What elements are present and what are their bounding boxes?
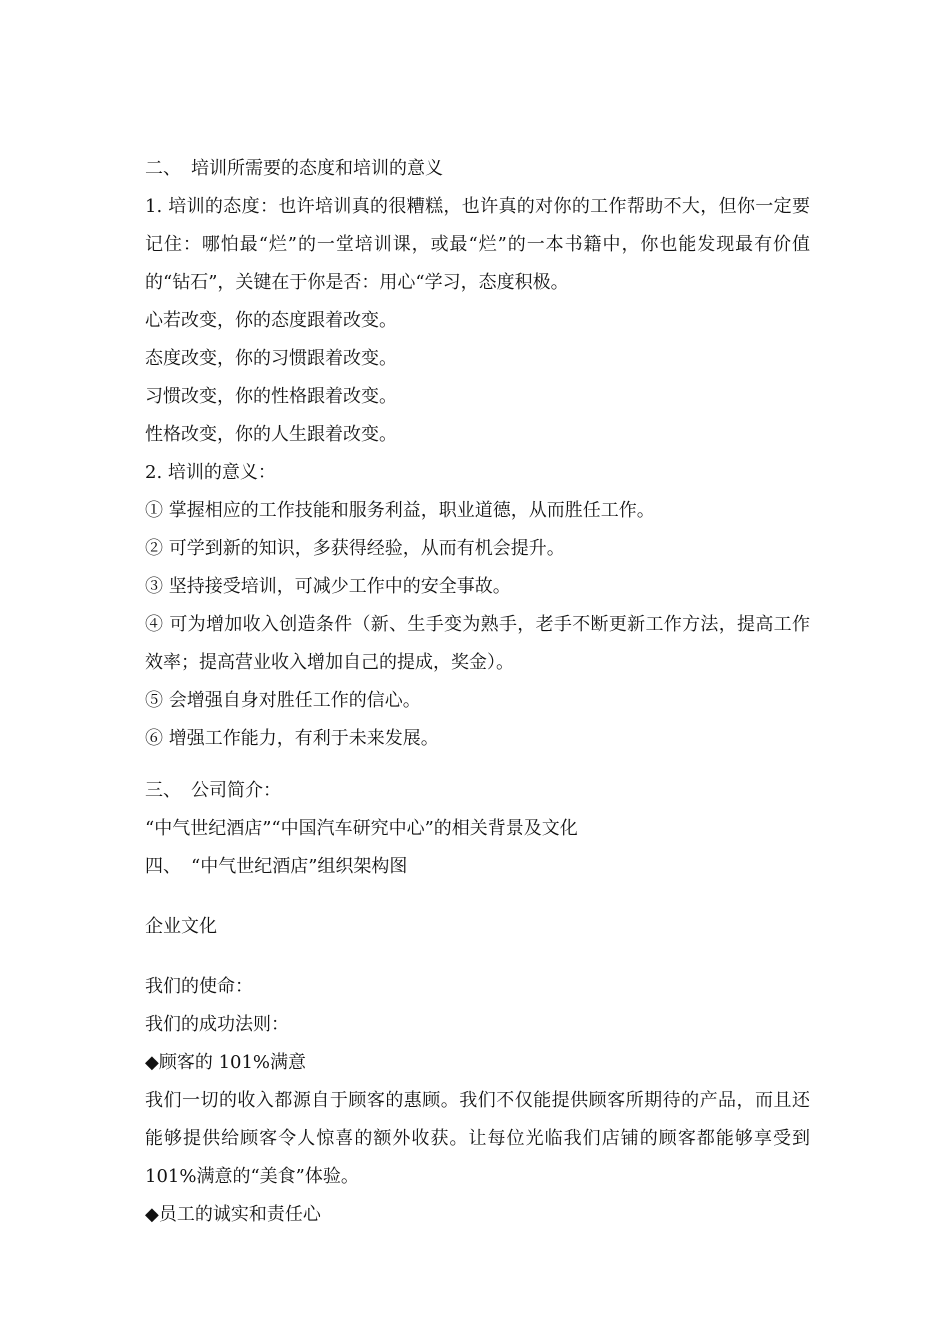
meaning-item: ② 可学到新的知识，多获得经验，从而有机会提升。 (145, 538, 565, 559)
culture-title: 企业文化 (145, 916, 217, 937)
meaning-item: ④ 可为增加收入创造条件（新、生手变为熟手，老手不断更新工作方法，提高工作效率；提高营业收入增加自己的提成，奖金）。 (145, 614, 810, 673)
meaning-item: ⑥ 增强工作能力，有利于未来发展。 (145, 728, 439, 749)
meaning-item: ⑤ 会增强自身对胜任工作的信心。 (145, 690, 421, 711)
mission-label: 我们的使命： (145, 976, 253, 997)
rule-2-title: ◆员工的诚实和责任心 (145, 1204, 321, 1225)
section-3-heading (145, 772, 810, 810)
meaning-item: ① 掌握相应的工作技能和服务利益，职业道德，从而胜任工作。 (145, 500, 655, 521)
section-2-heading (145, 150, 810, 188)
meaning-item: ③ 坚持接受培训，可减少工作中的安全事故。 (145, 576, 511, 597)
section-4-title: “中气世纪酒店”组织架构图 (191, 856, 408, 877)
change-line: 态度改变，你的习惯跟着改变。 (145, 348, 397, 369)
spacer (145, 758, 810, 772)
training-meaning-title: 2. 培训的意义： (145, 462, 276, 483)
rule-1-title: ◆顾客的 101%满意 (145, 1052, 307, 1073)
section-2-number: 二、 (145, 158, 181, 179)
change-line: 心若改变，你的态度跟着改变。 (145, 310, 397, 331)
company-intro-subtitle: “中气世纪酒店”“中国汽车研究中心”的相关背景及文化 (145, 818, 578, 839)
section-4-number: 四、 (145, 856, 181, 877)
change-line: 习惯改变，你的性格跟着改变。 (145, 386, 397, 407)
section-4-heading (145, 848, 810, 886)
section-3-title: 公司简介： (191, 780, 281, 801)
spacer (145, 886, 810, 908)
rule-1-paragraph: 我们一切的收入都源自于顾客的惠顾。我们不仅能提供顾客所期待的产品，而且还能够提供给顾客令人惊喜的额外收获。让每位光临我们店铺的顾客都能够享受到 101%满意的“美食”体验。 (145, 1090, 810, 1187)
success-rules-label: 我们的成功法则： (145, 1014, 289, 1035)
change-line: 性格改变，你的人生跟着改变。 (145, 424, 397, 445)
section-2-title: 培训所需要的态度和培训的意义 (191, 158, 443, 179)
spacer (145, 946, 810, 968)
document-page (145, 150, 810, 1234)
training-attitude-paragraph: 1. 培训的态度：也许培训真的很糟糕，也许真的对你的工作帮助不大，但你一定要记住：哪怕最“烂”的一堂培训课，或最“烂”的一本书籍中，你也能发现最有价值的“钻石”，关键在于你是否：用心“学习，态度积极。 (145, 196, 810, 293)
section-3-number: 三、 (145, 780, 181, 801)
